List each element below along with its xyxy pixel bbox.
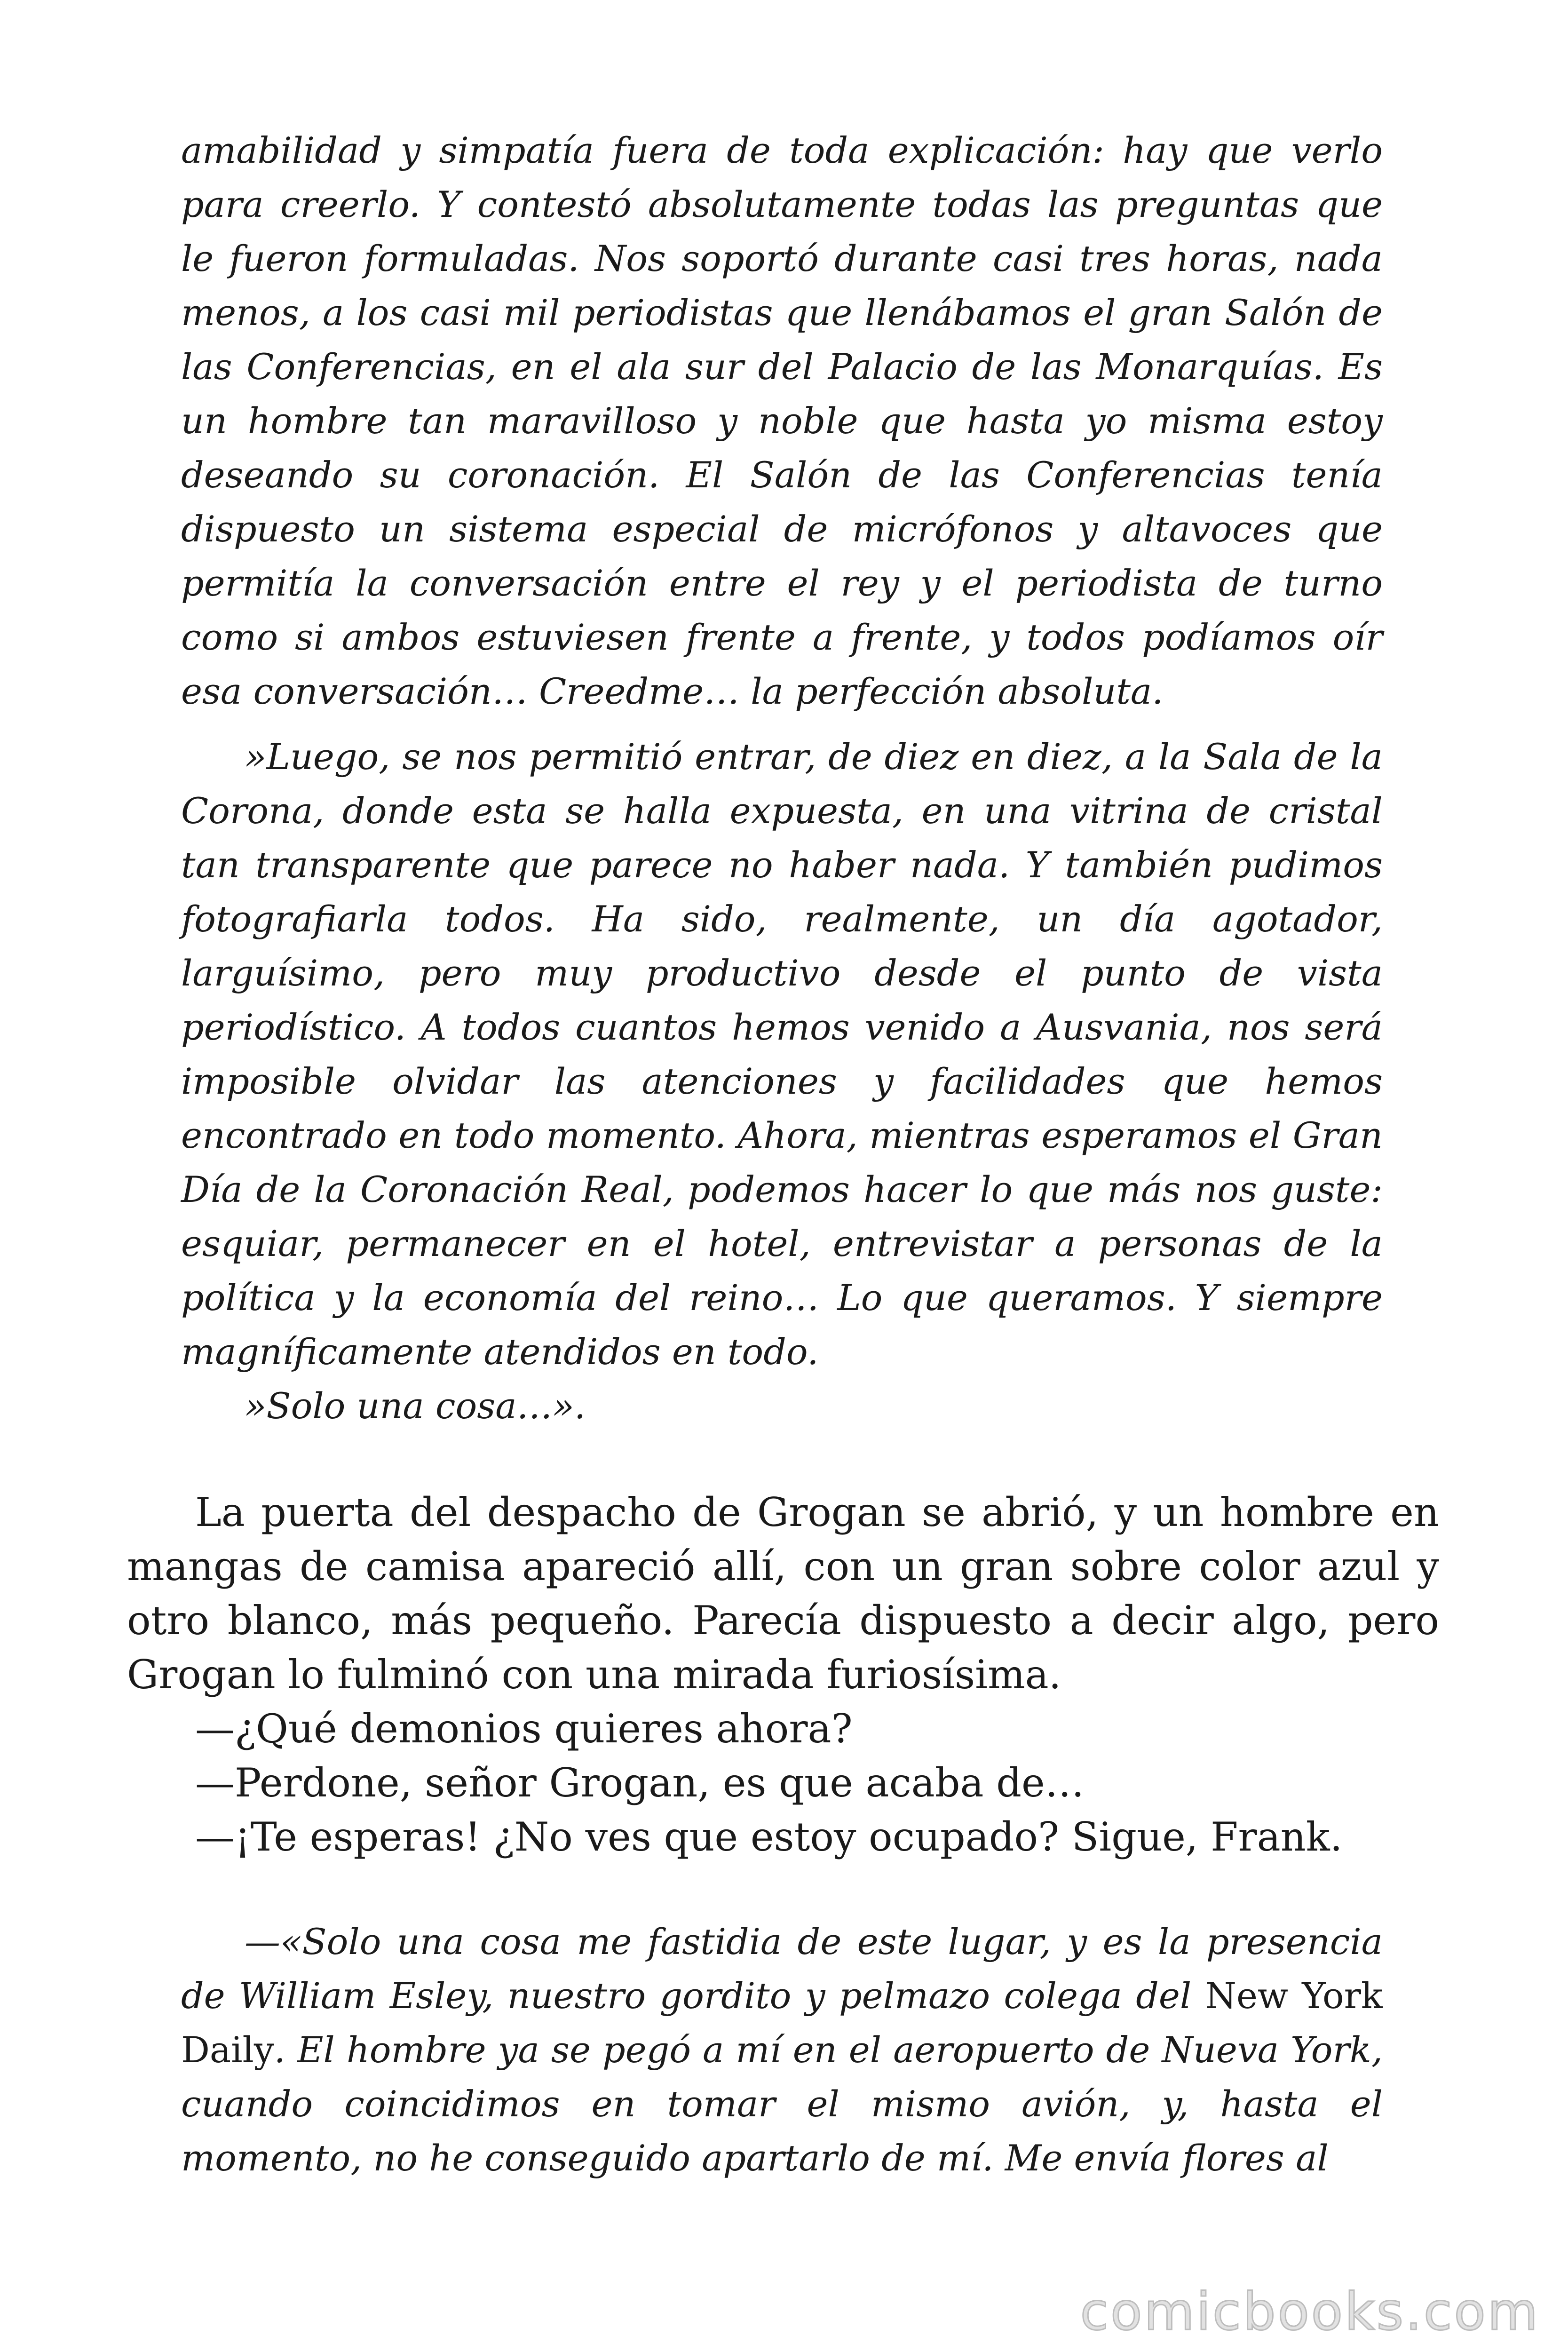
- watermark: comicbooks.com: [1080, 2281, 1540, 2342]
- dialogue-line: —¡Te esperas! ¿No ves que estoy ocupado? Sigue, Frank.: [195, 1814, 1343, 1860]
- narrative-paragraph: La puerta del despacho de Grogan se abrió, y un hombre en mangas de camisa apareció allí, con un gran sobre color azul y otro blanco, más pequeño. Parecía dispuesto a decir algo, pero Grogan lo fulminó con una mirada furiosísima.: [127, 1489, 1439, 1698]
- italic-quote-block: [181, 1915, 1383, 2185]
- quote-paragraph: »Luego, se nos permitió entrar, de diez en diez, a la Sala de la Corona, donde esta se halla expuesta, en una vitrina de cristal tan transparente que parece no haber nada. Y también pudimos fotografiarla todos. Ha sido, realmente, un día agotador, larguísimo, pero muy productivo desde el punto de vista periodístico. A todos cuantos hemos venido a Ausvania, nos será imposible olvidar las atenciones y facilidades que hemos encontrado en todo momento. Ahora, mientras esperamos el Gran Día de la Coronación Real, podemos hacer lo que más nos guste: esquiar, permanecer en el hotel, entrevistar a personas de la política y la economía del reino… Lo que queramos. Y siempre magníficamente atendidos en todo.: [181, 736, 1383, 1373]
- dialogue-line: —Perdone, señor Grogan, es que acaba de…: [195, 1760, 1085, 1806]
- quote-paragraph: amabilidad y simpatía fuera de toda explicación: hay que verlo para creerlo. Y contestó absolutamente todas las preguntas que le fueron formuladas. Nos soportó durante casi tres horas, nada menos, a los casi mil periodistas que llenábamos el gran Salón de las Conferencias, en el ala sur del Palacio de las Monarquías. Es un hombre tan maravilloso y noble que hasta yo misma estoy deseando su coronación. El Salón de las Conferencias tenía dispuesto un sistema especial de micrófonos y altavoces que permitía la conversación entre el rey y el periodista de turno como si ambos estuviesen frente a frente, y todos podíamos oír esa conversación… Creedme… la perfección absoluta.: [181, 129, 1383, 712]
- quote-text: —«Solo una cosa me fastidia de este lugar, y es la presencia de William Esley, nuestro gordito y pelmazo colega del: [181, 1921, 1383, 2017]
- italic-quote-block: [181, 123, 1383, 1433]
- narrative-block: [127, 1486, 1439, 1864]
- quote-paragraph: »Solo una cosa…».: [245, 1385, 586, 1427]
- dialogue-line: —¿Qué demonios quieres ahora?: [195, 1706, 853, 1752]
- quote-paragraph: [181, 1915, 1383, 2185]
- quote-text: . El hombre ya se pegó a mí en el aeropuerto de Nueva York, cuando coincidimos en tomar el mismo avión, y, hasta el momento, no he conseguido apartarlo de mí. Me envía flores al: [181, 2029, 1383, 2179]
- newspaper-title: New York Daily: [181, 1975, 1383, 2071]
